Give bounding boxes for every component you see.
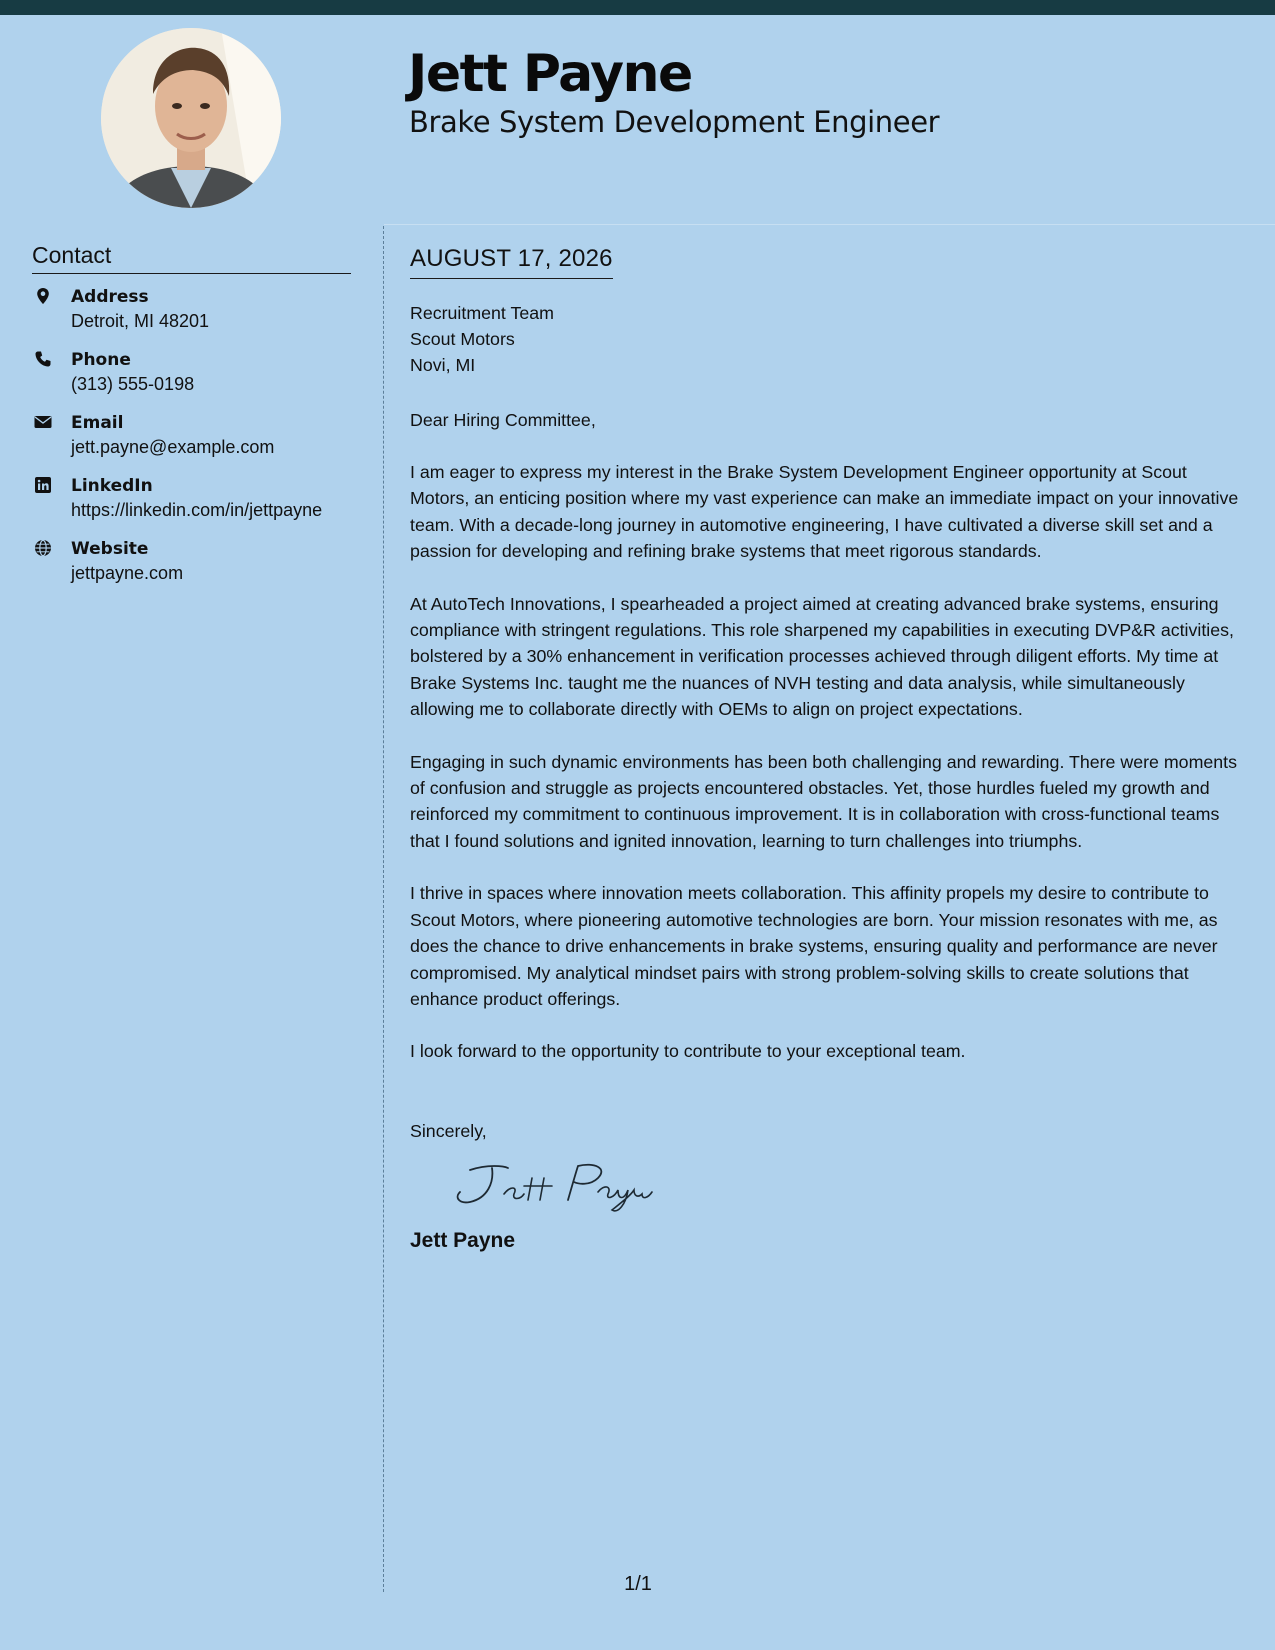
profile-photo xyxy=(101,28,281,208)
body-paragraph: I look forward to the opportunity to contribute to your exceptional team. xyxy=(410,1041,966,1062)
body-paragraph: I am eager to express my interest in the Brake System Development Engineer opportunity at Scout Motors, an enticing position where my vast experience can make an immediate impact on your innovative team. With a decade-long journey in automotive engineering, I have cultivated a diverse skill set and a passion for developing and refining brake systems that meet rigorous standards. xyxy=(410,462,1239,562)
phone-value: (313) 555-0198 xyxy=(71,374,195,394)
handwritten-signature xyxy=(448,1156,668,1214)
contact-item-phone xyxy=(32,348,372,411)
contact-heading: Contact xyxy=(32,240,351,274)
globe-icon xyxy=(34,539,52,557)
address-value: Detroit, MI 48201 xyxy=(71,311,210,331)
recipient-line: Recruitment Team xyxy=(410,303,554,323)
letter-date: AUGUST 17, 2026 xyxy=(410,243,613,279)
contact-label: Address xyxy=(71,287,149,307)
column-divider xyxy=(383,226,384,1592)
contact-item-linkedin xyxy=(32,474,372,537)
job-title: Brake System Development Engineer xyxy=(409,105,940,139)
header-divider xyxy=(384,224,1275,225)
body-paragraph: At AutoTech Innovations, I spearheaded a project aimed at creating advanced brake systems, ensuring compliance with stringent regulations. This role sharpened my capabilities in executing DVP&R activities, bolstered by a 30% enhancement in verification processes achieved through diligent efforts. My time at Brake Systems Inc. taught me the nuances of NVH testing and data analysis, while simultaneously allowing me to collaborate directly with OEMs to align on project expectations. xyxy=(410,593,1234,720)
body-paragraph: I thrive in spaces where innovation meets collaboration. This affinity propels my desire to contribute to Scout Motors, where pioneering automotive technologies are born. Your mission resonates with me, as does the chance to drive enhancements in brake systems, ensuring quality and performance are never compromised. My analytical mindset pairs with strong problem-solving skills to create solutions that enhance product offerings. xyxy=(410,883,1218,1009)
linkedin-value[interactable]: https://linkedin.com/in/jettpayne xyxy=(71,500,323,520)
recipient-location: Novi, MI xyxy=(410,355,476,375)
recipient-company: Scout Motors xyxy=(410,329,515,349)
envelope-icon xyxy=(34,413,52,431)
contact-label: LinkedIn xyxy=(71,476,153,496)
contact-label: Phone xyxy=(71,350,131,370)
signer-name: Jett Payne xyxy=(410,1228,516,1252)
contact-label: Website xyxy=(71,539,149,559)
salutation: Dear Hiring Committee, xyxy=(410,410,596,430)
recipient-block xyxy=(410,300,1250,378)
contact-item-website xyxy=(32,537,372,600)
phone-icon xyxy=(34,350,52,368)
contact-item-email xyxy=(32,411,372,474)
top-accent-bar xyxy=(0,0,1275,15)
closing: Sincerely, xyxy=(410,1120,487,1141)
linkedin-icon xyxy=(34,476,52,494)
page-number: 1/1 xyxy=(624,1573,652,1595)
contact-list xyxy=(32,285,372,600)
contact-label: Email xyxy=(71,413,124,433)
email-value[interactable]: jett.payne@example.com xyxy=(71,437,275,457)
applicant-name: Jett Payne xyxy=(408,44,692,104)
map-pin-icon xyxy=(34,287,52,305)
contact-item-address xyxy=(32,285,372,348)
body-paragraph: Engaging in such dynamic environments has been both challenging and rewarding. There were moments of confusion and struggle as projects encountered obstacles. Yet, those hurdles fueled my growth and reinforced my commitment to continuous improvement. It is in collaboration with cross-functional teams that I found solutions and ignited innovation, learning to turn challenges into triumphs. xyxy=(410,751,1237,851)
website-value[interactable]: jettpayne.com xyxy=(71,563,184,583)
letter-body xyxy=(410,243,1250,1255)
